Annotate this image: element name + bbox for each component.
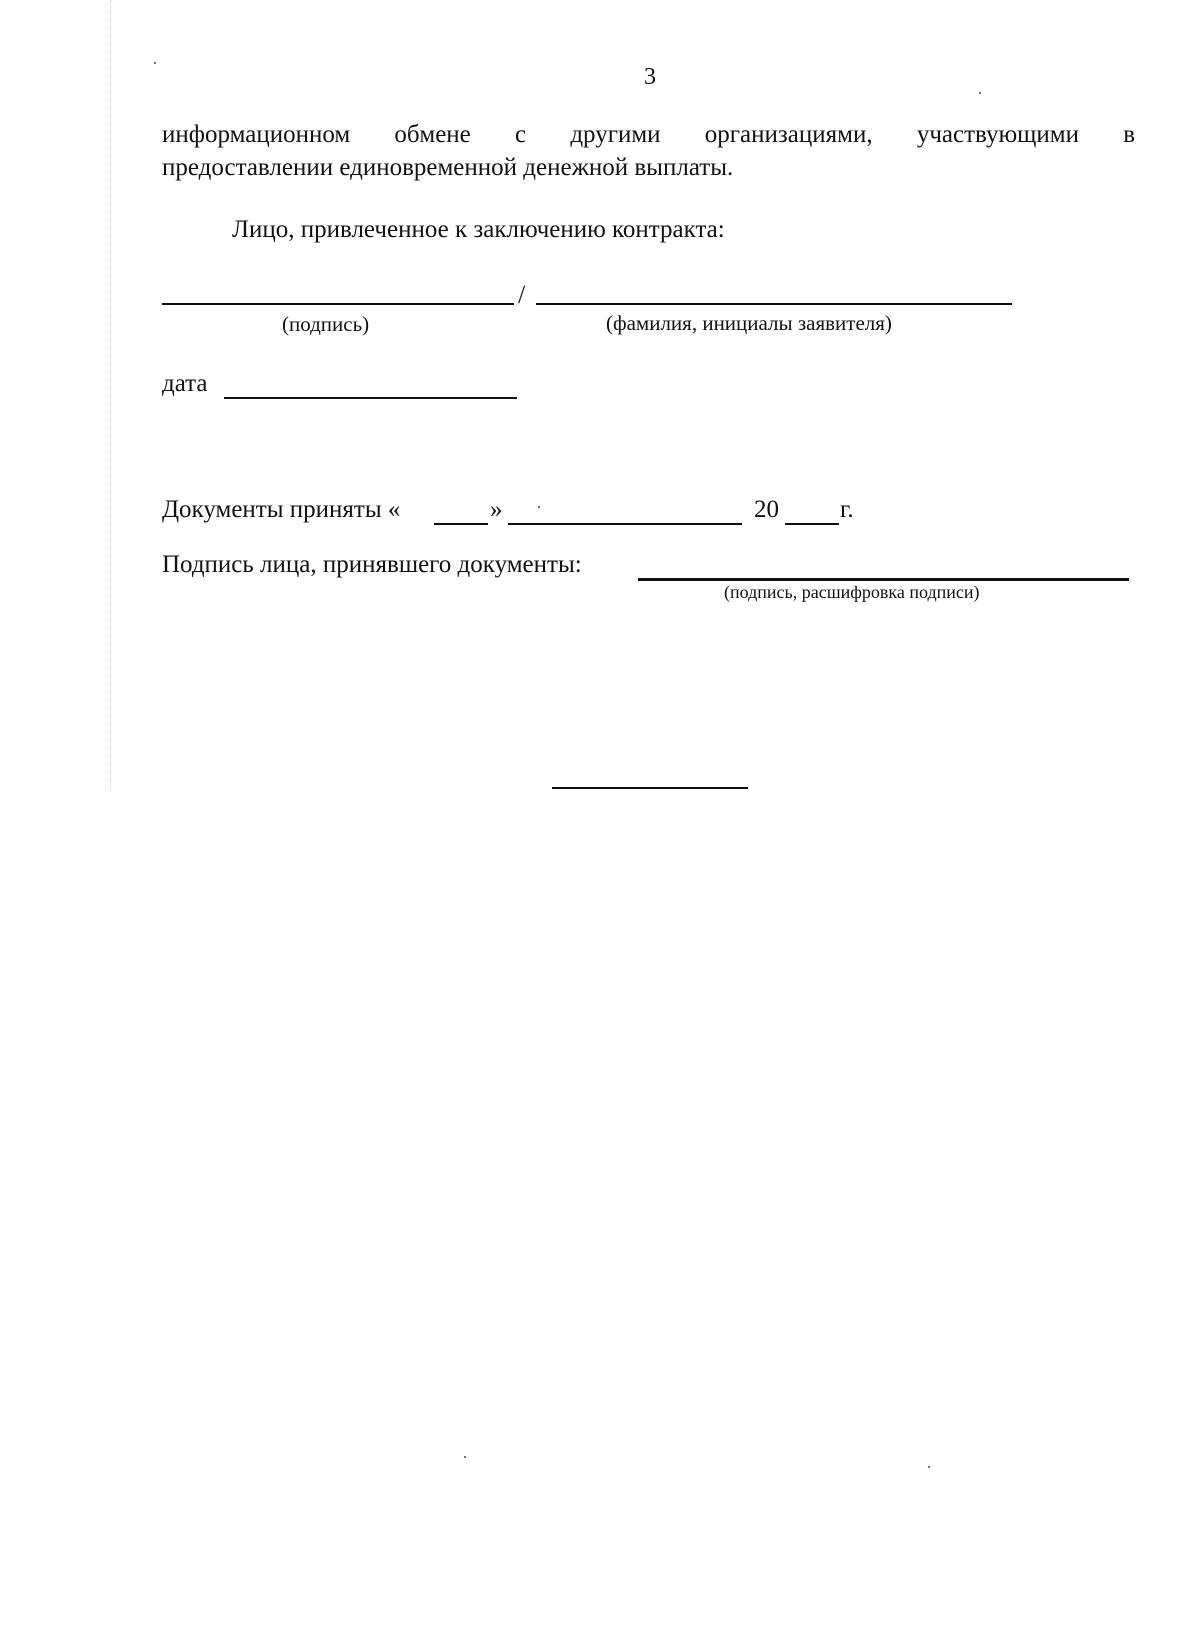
documents-accepted-year-prefix: 20 [754,496,779,523]
scan-edge-marks [110,0,112,790]
scan-speck [538,506,540,508]
signature-caption: (подпись) [282,312,370,336]
contract-person-label: Лицо, привлеченное к заключению контракта: [232,216,725,243]
accepted-signature-line [638,578,1129,581]
end-of-document-rule [552,787,748,789]
scan-speck [154,62,156,64]
date-line [224,397,517,399]
signature-separator: / [518,280,526,309]
month-line [508,523,742,525]
name-caption: (фамилия, инициалы заявителя) [606,311,892,335]
paragraph-line-2: предоставлении единовременной денежной выплаты. [162,154,734,181]
intro-paragraph [162,118,1135,184]
date-label: дата [162,370,208,397]
accepted-signature-label: Подпись лица, принявшего документы: [162,551,582,578]
day-line [434,523,488,525]
scan-speck [979,92,981,94]
year-line [785,523,839,525]
scan-speck [928,1466,930,1468]
documents-accepted-quote-close: » [490,496,503,523]
documents-accepted-prefix: Документы приняты « [162,496,401,523]
scan-speck [464,1456,466,1458]
name-line [536,303,1012,305]
paragraph-line-1: информационном обмене с другими организациями, участвующими в [162,121,1135,148]
accepted-signature-caption: (подпись, расшифровка подписи) [724,582,980,602]
documents-accepted-year-suffix: г. [840,496,854,523]
page-number: 3 [644,64,656,90]
signature-line [162,303,514,305]
